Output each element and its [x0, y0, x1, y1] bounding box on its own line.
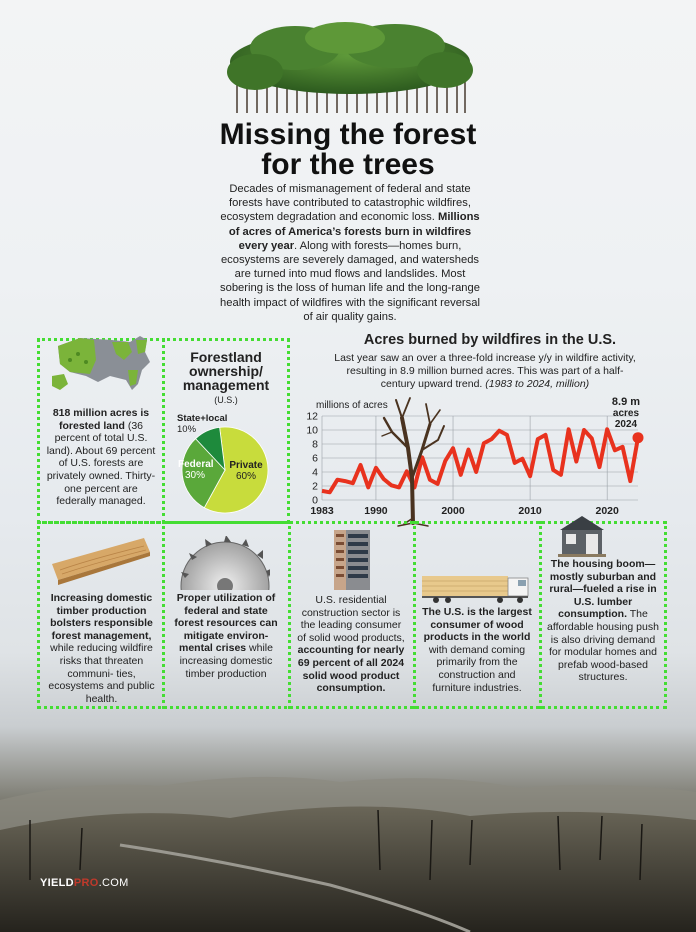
pie-label-private-value: 60% — [235, 471, 256, 482]
housing-bold: The housing boom—mostly suburban and rural—fueled a rise in U.S. lumber consumption. — [549, 558, 657, 621]
grid-divider-4 — [539, 521, 542, 709]
y-tick-label: 8 — [312, 438, 318, 451]
title-line-2: for the trees — [261, 148, 435, 181]
wildfire-range-note: (1983 to 2024, million) — [485, 377, 590, 390]
intro-bold: Millions of acres of America’s forests burn in wildfires every year — [228, 211, 480, 252]
housing-text — [544, 558, 662, 684]
y-tick-label: 2 — [312, 480, 318, 493]
intro-text-1: Decades of mismanagement of federal and state forests have contributed to catastrophic wildfires, ecosystem degradation and economic loss. — [220, 183, 471, 224]
wildfire-chart-desc — [330, 352, 640, 390]
pie-label-private — [228, 460, 264, 482]
forested-land-bold: 818 million acres is forested land — [52, 407, 150, 432]
construction-body: U.S. residential construction sector is the leading consumer of solid wood products, — [297, 594, 405, 644]
wood-plank-icon — [48, 530, 152, 590]
pie-label-federal — [178, 459, 212, 481]
callout-value: 8.9 m — [611, 396, 641, 408]
forested-land-body: (36 percent of total U.S. land). About 69 percent of U.S. forests are privately owned. Thirty-one percent are federally managed. — [46, 419, 156, 508]
consumer-bold: The U.S. is the largest consumer of wood products in the world — [422, 606, 532, 644]
grid-divider-1 — [162, 521, 165, 709]
y-tick-label: 0 — [312, 494, 318, 507]
x-tick-label: 2020 — [595, 505, 619, 517]
footer-brand[interactable] — [40, 877, 129, 889]
wildfire-chart-title: Acres burned by wildfires in the U.S. — [363, 332, 617, 348]
us-map-icon — [50, 330, 155, 398]
pie-label-federal-value: 30% — [184, 470, 205, 481]
housing-body: The affordable housing push is also driving demand for modular homes and prefab wood-based structures. — [547, 608, 659, 684]
timber-text — [43, 592, 160, 705]
ownership-subtitle: (U.S.) — [214, 395, 238, 405]
utilization-bold: Proper utilization of federal and state forest resources can mitigate environ- mental crises — [174, 592, 278, 655]
utilization-text — [170, 592, 282, 680]
grid-divider-3 — [413, 521, 416, 709]
forested-land-text — [43, 407, 159, 508]
footer-pro: PRO — [73, 877, 99, 889]
intro-text-2: . Along with forests—homes burn, ecosystems are severely damaged, and watersheds are turned into mud flows and landslides. Most sobering is the loss of human life and the long-range health impact of wildfires with the significant reversal of air quality gains. — [220, 239, 480, 323]
ownership-title-3: management — [182, 377, 270, 393]
y-tick-label: 4 — [312, 466, 318, 479]
consumer-body: with demand coming primarily from the construction and furniture industries. — [428, 643, 526, 694]
burnt-landscape-image — [0, 720, 696, 932]
construction-text — [296, 594, 406, 695]
consumer-text — [420, 606, 534, 694]
chart-callout — [600, 397, 652, 430]
modular-house-icon — [556, 514, 608, 558]
timber-body: while reducing wildfire risks that threaten communi- ties, ecosystems and public health. — [48, 642, 155, 705]
apartment-building-icon — [330, 528, 374, 590]
intro-paragraph — [215, 182, 485, 324]
timber-bold: Increasing domestic timber production bolsters responsible forest management, — [50, 592, 153, 642]
y-tick-label: 10 — [306, 424, 318, 437]
title-line-1: Missing the forest — [219, 118, 477, 151]
pie-label-state — [177, 413, 227, 435]
ownership-title-1: Forestland — [190, 349, 262, 365]
x-tick-label: 1990 — [364, 505, 388, 517]
callout-year: 2024 — [614, 419, 638, 430]
page-title — [0, 120, 696, 180]
chart-ylabel: millions of acres — [316, 400, 388, 411]
construction-bold: accounting for nearly 69 percent of all 2024 solid wood product consumption. — [297, 644, 405, 695]
x-tick-label: 2000 — [441, 505, 465, 517]
pie-label-state-value: 10% — [177, 424, 197, 435]
pie-label-state-name: State+local — [177, 413, 228, 424]
ownership-title — [168, 350, 284, 392]
footer-dotcom: .COM — [98, 877, 129, 889]
x-tick-label: 2010 — [518, 505, 542, 517]
grid-divider-2 — [288, 521, 291, 709]
series-line-acres-burned — [322, 429, 638, 492]
forest-illustration — [225, 20, 475, 115]
utilization-body: while increasing domestic timber production — [179, 642, 273, 680]
callout-unit: acres — [612, 408, 640, 419]
y-tick-label: 12 — [306, 410, 318, 423]
saw-blade-icon — [180, 536, 270, 590]
pie-label-federal-name: Federal — [178, 459, 214, 470]
lumber-truck-icon — [420, 570, 532, 604]
wildfire-desc-text: Last year saw an over a three-fold increase y/y in wildfire activity, resulting in 8.9 million burned acres. This was part of a half- century upward trend. — [334, 352, 636, 390]
footer-yield: YIELD — [40, 877, 74, 889]
x-tick-label: 1983 — [310, 505, 334, 517]
burnt-tree-icon — [378, 388, 448, 528]
final-point-2024 — [633, 432, 644, 443]
y-tick-label: 6 — [312, 452, 318, 465]
ownership-title-2: ownership/ — [189, 363, 263, 379]
pie-label-private-name: Private — [229, 460, 263, 471]
